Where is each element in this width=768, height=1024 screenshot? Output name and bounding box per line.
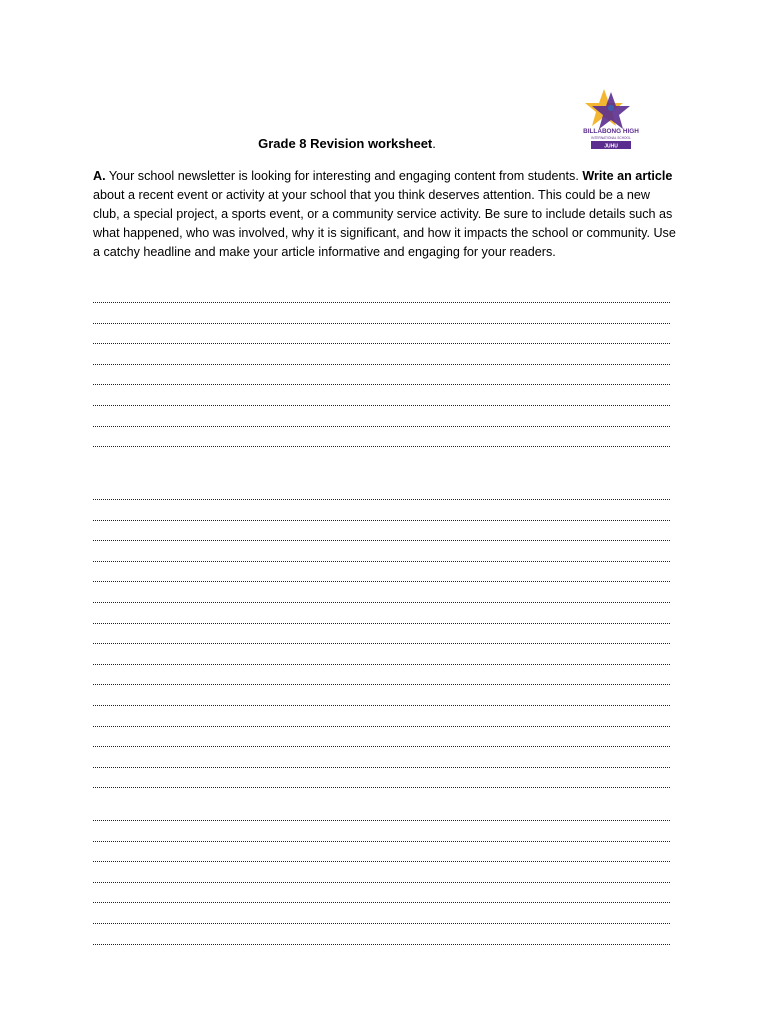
answer-line[interactable] (93, 726, 670, 727)
answer-line[interactable] (93, 520, 670, 521)
logo-subtitle: INTERNATIONAL SCHOOL (591, 136, 631, 140)
answer-line[interactable] (93, 540, 670, 541)
answer-line[interactable] (93, 882, 670, 883)
logo-campus: JUHU (604, 143, 618, 150)
answer-line[interactable] (93, 902, 670, 903)
question-text-2: about a recent event or activity at your school that you think deserves attention. This could be a new club, a special project, a sports event, or a community service activity. Be sure to include details such as what happened, who was involved, why it is significant, and how it impacts the school or community. Use a catchy headline and make your article informative and engaging for your readers. (93, 188, 676, 260)
logo-name: BILLABONG HIGH (583, 128, 639, 135)
answer-line[interactable] (93, 820, 670, 821)
answer-line[interactable] (93, 323, 670, 324)
title-period: . (432, 136, 436, 151)
answer-lines-area[interactable] (93, 0, 673, 1024)
answer-line[interactable] (93, 767, 670, 768)
answer-line[interactable] (93, 705, 670, 706)
title-text: Grade 8 Revision worksheet (258, 136, 433, 151)
answer-line[interactable] (93, 746, 670, 747)
answer-line[interactable] (93, 384, 670, 385)
answer-line[interactable] (93, 664, 670, 665)
answer-line[interactable] (93, 923, 670, 924)
answer-line[interactable] (93, 405, 670, 406)
answer-line[interactable] (93, 426, 670, 427)
answer-line[interactable] (93, 446, 670, 447)
answer-line[interactable] (93, 684, 670, 685)
answer-line[interactable] (93, 861, 670, 862)
answer-line[interactable] (93, 944, 670, 945)
question-label: A. (93, 169, 106, 183)
answer-line[interactable] (93, 364, 670, 365)
question-text-1: Your school newsletter is looking for interesting and engaging content from students. (105, 169, 583, 183)
answer-line[interactable] (93, 499, 670, 500)
answer-line[interactable] (93, 643, 670, 644)
answer-line[interactable] (93, 602, 670, 603)
question-bold-text: Write an article (582, 169, 673, 183)
answer-line[interactable] (93, 581, 670, 582)
answer-line[interactable] (93, 561, 670, 562)
answer-line[interactable] (93, 623, 670, 624)
answer-line[interactable] (93, 302, 670, 303)
answer-line[interactable] (93, 787, 670, 788)
answer-line[interactable] (93, 841, 670, 842)
answer-line[interactable] (93, 343, 670, 344)
